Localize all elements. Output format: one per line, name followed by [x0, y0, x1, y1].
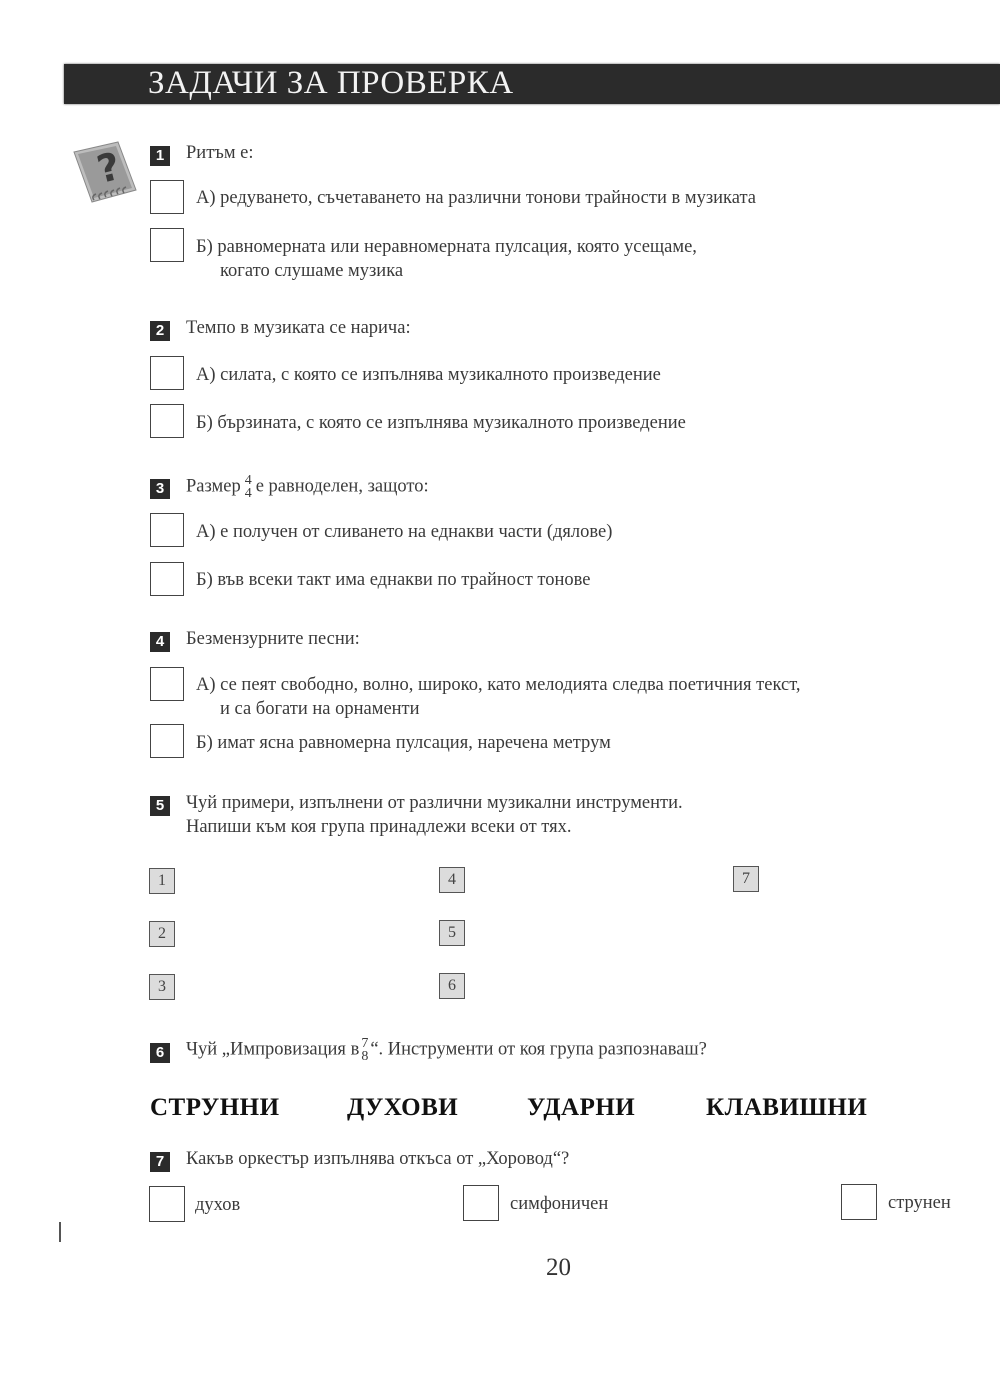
orchestra-string-checkbox[interactable] — [841, 1184, 877, 1220]
instrument-box-2[interactable]: 2 — [149, 921, 175, 947]
q4-option-a-label-line2: и са богати на орнаменти — [220, 699, 420, 719]
fraction-numerator: 7 — [361, 1036, 369, 1051]
q3-option-a-label: А) е получен от сливането на еднакви части (дялове) — [196, 522, 613, 542]
question-6-text — [186, 1037, 707, 1063]
question-number-2: 2 — [150, 321, 170, 341]
instrument-box-3[interactable]: 3 — [149, 974, 175, 1000]
question-number-4: 4 — [150, 632, 170, 652]
question-5-text: Чуй примери, изпълнени от различни музикални инструменти. — [186, 793, 683, 813]
question-1-text: Ритъм е: — [186, 143, 254, 163]
q1-option-b-label-line2: когато слушаме музика — [220, 261, 404, 281]
instrument-box-6[interactable]: 6 — [439, 973, 465, 999]
q3-option-a-checkbox[interactable] — [150, 513, 184, 547]
question-7-text: Какъв оркестър изпълнява откъса от „Хоровод“? — [186, 1149, 570, 1169]
question-number-7: 7 — [150, 1152, 170, 1172]
q4-option-b-label: Б) имат ясна равномерна пулсация, наречена метрум — [196, 733, 611, 753]
question-2-text: Темпо в музиката се нарича: — [186, 318, 411, 338]
header-bar — [64, 64, 1000, 104]
time-signature-7-8 — [361, 1037, 368, 1063]
question-3-text-before: Размер — [186, 476, 241, 497]
instrument-box-1[interactable]: 1 — [149, 868, 175, 894]
q4-option-a-checkbox[interactable] — [150, 667, 184, 701]
group-winds[interactable]: ДУХОВИ — [347, 1094, 459, 1121]
q1-option-a-label: А) редуването, съчетаването на различни тонови трайности в музиката — [196, 188, 756, 208]
q1-option-b-label: Б) равномерната или неравномерната пулсация, която усещаме, — [196, 237, 697, 257]
orchestra-symphonic-checkbox[interactable] — [463, 1185, 499, 1221]
group-keyboards[interactable]: КЛАВИШНИ — [706, 1094, 868, 1121]
q2-option-a-checkbox[interactable] — [150, 356, 184, 390]
orchestra-symphonic-label: симфоничен — [510, 1194, 609, 1214]
group-strings[interactable]: СТРУННИ — [150, 1094, 280, 1121]
question-number-6: 6 — [150, 1043, 170, 1063]
question-6-text-after: “. Инструменти от коя група разпознаваш? — [370, 1039, 707, 1060]
instrument-box-4[interactable]: 4 — [439, 867, 465, 893]
q1-option-a-checkbox[interactable] — [150, 180, 184, 214]
page-number: 20 — [546, 1254, 571, 1281]
time-signature-4-4 — [245, 474, 252, 500]
question-6-text-before: Чуй „Импровизация в — [186, 1039, 360, 1060]
question-3-text — [186, 474, 429, 500]
q2-option-b-checkbox[interactable] — [150, 404, 184, 438]
instrument-box-7[interactable]: 7 — [733, 866, 759, 892]
question-4-text: Безмензурните песни: — [186, 629, 360, 649]
question-number-5: 5 — [150, 796, 170, 816]
orchestra-wind-label: духов — [195, 1195, 241, 1215]
orchestra-string-label: струнен — [888, 1193, 951, 1213]
fraction-numerator: 4 — [244, 473, 252, 488]
orchestra-wind-checkbox[interactable] — [149, 1186, 185, 1222]
q3-option-b-label: Б) във всеки такт има еднакви по трайност тонове — [196, 570, 591, 590]
q2-option-b-label: Б) бързината, с която се изпълнява музикалното произведение — [196, 413, 686, 433]
margin-mark — [59, 1222, 61, 1242]
q2-option-a-label: А) силата, с която се изпълнява музикалното произведение — [196, 365, 661, 385]
question-3-text-after: е равноделен, защото: — [255, 476, 429, 497]
q1-option-b-checkbox[interactable] — [150, 228, 184, 262]
group-percussion[interactable]: УДАРНИ — [527, 1094, 636, 1121]
svg-text:?: ? — [92, 143, 125, 192]
q4-option-b-checkbox[interactable] — [150, 724, 184, 758]
question-notebook-icon — [70, 138, 140, 206]
page-title: ЗАДАЧИ ЗА ПРОВЕРКА — [148, 65, 514, 101]
question-5-text-line2: Напиши към коя група принадлежи всеки от тях. — [186, 817, 572, 837]
question-number-3: 3 — [150, 479, 170, 499]
fraction-denominator: 4 — [244, 486, 252, 501]
question-number-1: 1 — [150, 146, 170, 166]
q4-option-a-label: А) се пеят свободно, волно, широко, като мелодията следва поетичния текст, — [196, 675, 801, 695]
fraction-denominator: 8 — [361, 1049, 369, 1064]
q3-option-b-checkbox[interactable] — [150, 562, 184, 596]
instrument-box-5[interactable]: 5 — [439, 920, 465, 946]
